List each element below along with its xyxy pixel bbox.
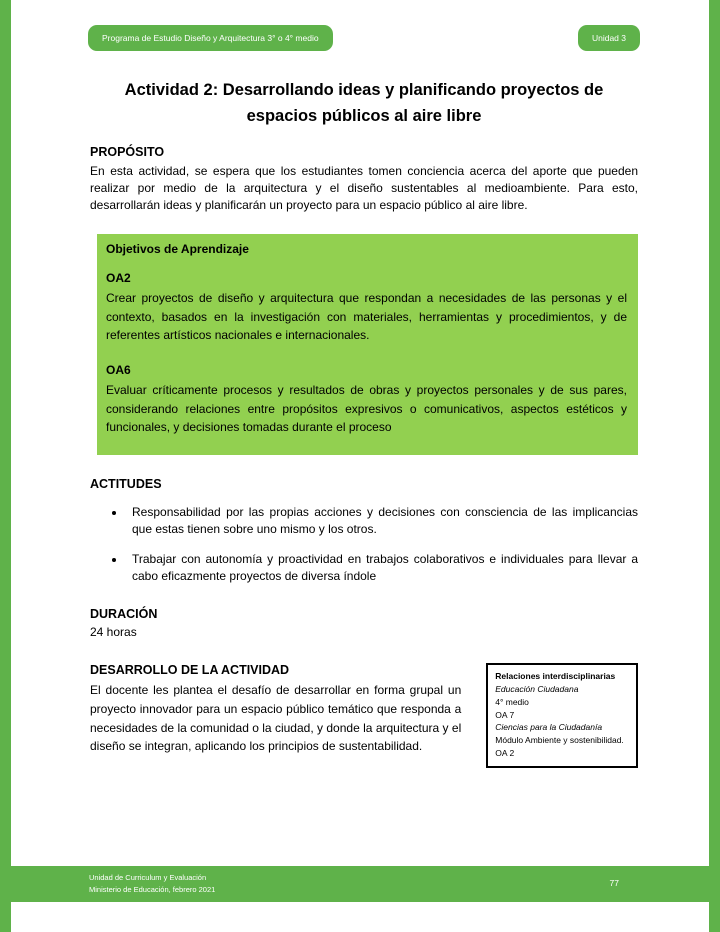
page-content	[90, 78, 638, 768]
actitudes-heading: ACTITUDES	[90, 476, 162, 491]
interdisciplinary-line: Educación Ciudadana	[495, 684, 579, 695]
footer-credits	[89, 872, 215, 895]
footer-line-2: Ministerio de Educación, febrero 2021	[89, 885, 216, 894]
objetivos-box	[97, 234, 638, 455]
desarrollo-body: El docente les plantea el desafío de desarrollar en forma grupal un proyecto innovador para un espacio público temático que responda a necesidades de la comunidad o la ciudad, y donde la arquitectura y el diseño se integran, aplicando los principios de sustentabilidad.	[90, 683, 462, 754]
oa2-code: OA2	[106, 271, 131, 286]
interdisciplinary-line: OA 7	[495, 709, 515, 720]
proposito-body: En esta actividad, se espera que los estudiantes tomen conciencia acerca del aporte que pueden realizar por medio de la arquitectura y el diseño sustentables al medioambiente. Para esto, desarrollarán ideas y planificarán un proyecto para un espacio público al aire libre.	[90, 164, 638, 213]
proposito-heading: PROPÓSITO	[90, 145, 165, 160]
interdisciplinary-line: 4° medio	[495, 696, 529, 707]
unit-badge: Unidad 3	[578, 25, 640, 51]
desarrollo-section	[90, 663, 638, 767]
objetivos-heading: Objetivos de Aprendizaje	[106, 242, 249, 257]
page-number: 77	[609, 878, 619, 889]
duracion-value: 24 horas	[90, 625, 137, 640]
interdisciplinary-line: Módulo Ambiente y sostenibilidad.	[495, 735, 624, 746]
actitudes-section	[90, 477, 638, 586]
activity-title: Actividad 2: Desarrollando ideas y planificando proyectos de espacios públicos al aire libre	[124, 81, 604, 125]
interdisciplinary-box	[486, 663, 638, 767]
interdisciplinary-line: OA 2	[495, 747, 515, 758]
page-footer	[11, 866, 709, 902]
program-badge: Programa de Estudio Diseño y Arquitectura 3° o 4° medio	[88, 25, 333, 51]
actitudes-list	[90, 504, 638, 586]
oa2-text: Crear proyectos de diseño y arquitectura que respondan a necesidades de las personas y el contexto, basados en la investigación con materiales, herramientas y procedimientos, y de referentes artísticos nacionales e internacionales.	[106, 291, 627, 343]
left-border-bar	[0, 0, 11, 932]
desarrollo-heading: DESARROLLO DE LA ACTIVIDAD	[90, 663, 290, 678]
duracion-heading: DURACIÓN	[90, 607, 158, 622]
actitudes-item: • Responsabilidad por las propias acciones y decisiones con consciencia de las implicancias que estas tienen sobre uno mismo y los otros.	[126, 504, 638, 539]
desarrollo-text-column	[90, 663, 461, 767]
duracion-section	[90, 607, 638, 639]
oa6-code: OA6	[106, 363, 131, 377]
oa6-text: Evaluar críticamente procesos y resultados de obras y proyectos personales y de sus pares, considerando relaciones entre propósitos expresivos o comunicativos, aspectos estéticos y funcionales, y decisiones tomadas durante el proceso	[106, 383, 627, 435]
interdisciplinary-heading: Relaciones interdisciplinarias	[495, 671, 616, 682]
actitudes-item: • Trabajar con autonomía y proactividad en trabajos colaborativos e individuales para llevar a cabo eficazmente proyectos de diversa índole	[126, 551, 638, 586]
right-border-bar	[709, 0, 720, 932]
interdisciplinary-line: Ciencias para la Ciudadanía	[495, 722, 603, 733]
footer-line-1: Unidad de Curriculum y Evaluación	[89, 873, 207, 883]
